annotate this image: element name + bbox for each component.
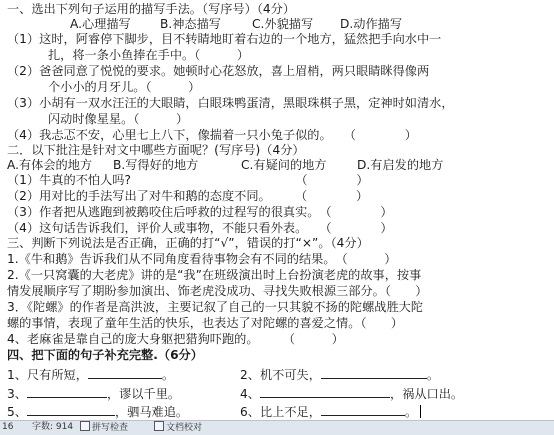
s3-q3-line2: 螺的事情，表现了童年生活的快乐，也表达了对陀螺的喜爱之情。（ ） [7,316,404,330]
fill-blank-6[interactable] [321,403,405,416]
doc-compare-label: 文档校对 [166,423,203,433]
section-1-options [70,17,402,32]
s3-q1: 1.《牛和鹅》告诉我们从不同角度看待事物会有不同的结果。 （ ） [7,252,397,266]
s3-q2-line1: 2.《一只窝囊的大老虎》讲的是“我”在班级演出时上台扮演老虎的故事，按事 [7,268,422,282]
s1-q2-line1: （2）爸爸同意了悦悦的要求。她顿时心花怒放，喜上眉梢，两只眼睛眯得像两 [7,64,430,78]
s2-q2: （2）用对比的手法写出了对牛和鹅的态度不同。 （ ） [7,189,369,203]
section-2-options [7,158,443,173]
option-b: B.神态描写 [160,17,221,31]
s2-q3: （3）作者把从逃跑到被鹅咬住后呼救的过程写的很真实。 （ ） [7,205,393,219]
word-count[interactable]: 字数: 914 [32,422,74,432]
s4-item-3-suffix: ，谬以千里。 [106,387,181,401]
option-a: A.心理描写 [70,17,131,31]
s2-q1: （1）牛真的不怕人吗? （ ） [7,173,369,187]
option-b: B.写得好的地方 [113,158,199,172]
s3-q3-line1: 3．《陀螺》的作者是高洪波，主要记叙了自己的一只其貌不扬的陀螺战胜大陀 [7,300,424,314]
spell-check-toggle[interactable] [80,421,128,435]
option-c: C.外貌描写 [252,17,314,31]
s4-item-3 [7,385,180,402]
s2-q4: （4）这句话告诉我们，评价人或事物，不能只看外表。 （ ） [7,221,393,235]
checkbox-icon [80,421,90,431]
section-2-heading: 二．以下批注是针对文中哪些方面呢？(写序号)（4分） [7,143,305,157]
s3-q2-line2: 情发展顺序写了期盼参加演出、饰老虎没成功、寻找失败根源三部分。（ ） [7,284,428,298]
section-3-heading: 三、判断下列说法是否正确，正确的打“√”，错误的打“×”。（4分） [7,236,369,250]
s4-item-2: 2、机不可失， 。 [240,368,440,382]
s4-item-6: 6、比上不足， 。 [240,403,421,420]
option-d: D.动作描写 [340,17,403,31]
fill-blank-2[interactable] [321,366,427,379]
checkbox-icon [154,421,164,431]
fill-blank-4[interactable] [260,385,390,398]
s4-item-6-text: 6、比上不足， [240,405,321,419]
status-left-number: 16 [2,422,14,432]
s1-q2-line2: 个小小的月牙儿。（ ） [48,80,201,94]
fill-blank-1[interactable] [88,366,162,379]
option-a: A.有体会的地方 [7,158,93,172]
section-1-heading: 一、选出下列句子运用的描写手法。（写序号）（4分） [7,2,296,16]
s4-item-1-text: 1、尺有所短， [7,368,88,382]
option-d: D.有启发的地方 [357,158,444,172]
s4-item-4 [240,385,463,402]
s4-item-4-suffix: ，祸从口出。 [389,387,464,401]
text-cursor [420,405,421,418]
s1-q3-line1: （3）小胡有一双水汪汪的大眼睛，白眼珠鸭蛋清，黑眼珠棋子黑，定神时如清水， [7,96,454,110]
doc-compare-toggle[interactable] [154,421,202,435]
spell-check-label: 拼写检查 [92,423,129,433]
s4-item-2-text: 2、机不可失， [240,368,321,382]
s1-q1-line2: 扎，将一条小鱼捧在手中。（ ） [48,48,250,62]
s3-q4: 4、老麻雀是靠自己的庞大身躯把猎狗吓跑的。 （ ） [7,332,344,346]
s4-item-3-prefix: 3、 [7,387,27,401]
status-bar [0,420,554,435]
s4-item-5 [7,403,188,420]
s1-q3-line2: 闪动时像星星。（ ） [48,112,189,126]
s1-q4: （4）我忐忑不安，心里七上八下，像揣着一只小兔子似的。 （ ） [7,128,417,142]
s4-item-4-prefix: 4、 [240,387,260,401]
s4-item-1: 1、尺有所短， 。 [7,368,175,382]
fill-blank-3[interactable] [27,385,107,398]
s4-item-5-prefix: 5、 [7,405,27,419]
option-c: C.有疑问的地方 [241,158,327,172]
s4-item-5-suffix: ，驷马难追。 [114,405,189,419]
fill-blank-5[interactable] [27,403,115,416]
s1-q1-line1: （1）这时，阿睿停下脚步，目不转睛地盯着右边的一个地方，猛然把手向水中一 [7,32,442,46]
section-4-heading: 四、把下面的句子补充完整.（6分） [7,348,203,362]
